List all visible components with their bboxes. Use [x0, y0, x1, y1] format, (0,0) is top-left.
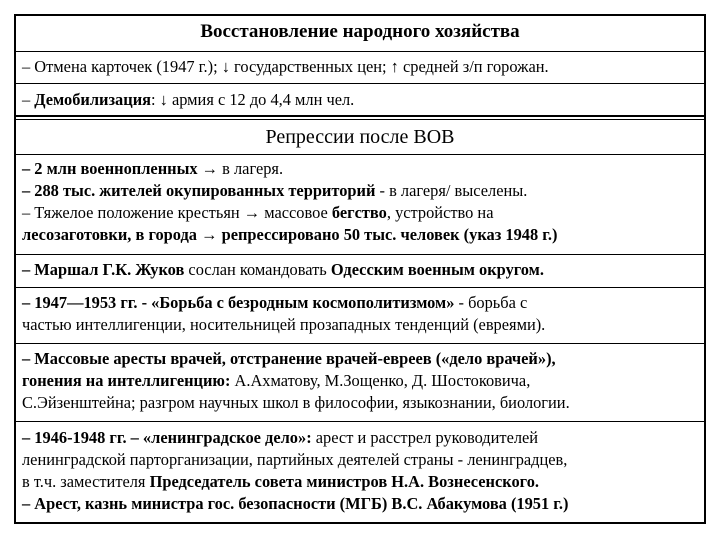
row-zhukov [16, 255, 704, 288]
pows-rest: → в лагеря. [197, 159, 284, 178]
voznesensky-b: Председатель совета министров Н.А. Вознесенского. [149, 472, 540, 491]
persecution-bold: гонения на интеллигенцию: [22, 371, 231, 390]
logging-bold: лесозаготовки, в города → репрессировано 50 тыс. человек (указ 1948 г.) [22, 225, 558, 244]
peasants-b: бегство [331, 203, 387, 222]
pows-bold: – 2 млн военнопленных [22, 159, 198, 178]
persecution-rest: А.Ахматову, М.Зощенко, Д. Шостоковича, [230, 371, 531, 390]
peasants-line [22, 202, 698, 224]
demobilization-label: Демобилизация [34, 90, 152, 109]
row-doctors [16, 344, 704, 422]
leningrad-rest: арест и расстрел руководителей [311, 428, 539, 447]
odessa-bold: Одесским военным округом. [330, 260, 544, 279]
demobilization-text: : ↓ армия с 12 до 4,4 млн чел. [151, 90, 355, 109]
science-line: С.Эйзенштейна; разгром научных школ в философии, языкознании, биологии. [22, 393, 570, 412]
doctors-bold: – Массовые аресты врачей, отстранение врачей-евреев («дело врачей»), [22, 349, 556, 368]
row-cosmopolitanism [16, 288, 704, 344]
peasants-c: , устройство на [386, 203, 494, 222]
repressions-title-text: Репрессии после ВОВ [265, 126, 455, 148]
cosmopolitanism-rest: - борьба с [454, 293, 528, 312]
abakumov-bold: – Арест, казнь министра гос. безопасности (МГБ) В.С. Абакумова (1951 г.) [22, 494, 569, 513]
occupied-line [22, 180, 698, 202]
doctors-line [22, 348, 698, 370]
party-line: ленинградской парторганизации, партийных деятелей страны - ленинградцев, [22, 450, 568, 469]
repressions-title [16, 121, 704, 155]
occupied-rest: - в лагеря/ выселены. [375, 181, 528, 200]
cosmopolitanism-line [22, 292, 698, 314]
peasants-a: – Тяжелое положение крестьян → массовое [22, 203, 332, 222]
logging-line [22, 224, 698, 246]
cosmopolitanism-bold: – 1947—1953 гг. - «Борьба с безродным космополитизмом» [22, 293, 455, 312]
voznesensky-a: в т.ч. заместителя [22, 472, 150, 491]
voznesensky-line [22, 471, 698, 493]
intelligentsia-line: частью интеллигенции, носительницей прозападных тенденций (евреями). [22, 315, 546, 334]
persecution-line [22, 370, 698, 392]
row-pows-peasants [16, 155, 704, 255]
row-demobilization [16, 84, 704, 117]
cards-abolition-text: – Отмена карточек (1947 г.); ↓ государственных цен; ↑ средней з/п горожан. [22, 57, 549, 76]
zhukov-line [22, 259, 698, 281]
section-title-text: Восстановление народного хозяйства [200, 21, 520, 42]
section-title [16, 16, 704, 52]
pows-line [22, 158, 698, 180]
zhukov-rest: сослан командовать [184, 260, 331, 279]
abakumov-line [22, 493, 698, 515]
leningrad-bold: – 1946-1948 гг. – «ленинградское дело»: [22, 428, 312, 447]
occupied-bold: – 288 тыс. жителей окупированных территорий [22, 181, 376, 200]
zhukov-bold: – Маршал Г.К. Жуков [22, 260, 185, 279]
history-table [14, 14, 706, 524]
row-leningrad-affair [16, 422, 704, 522]
leningrad-line [22, 427, 698, 449]
demobilization-dash: – [22, 90, 35, 109]
row-cards-abolition [16, 52, 704, 84]
